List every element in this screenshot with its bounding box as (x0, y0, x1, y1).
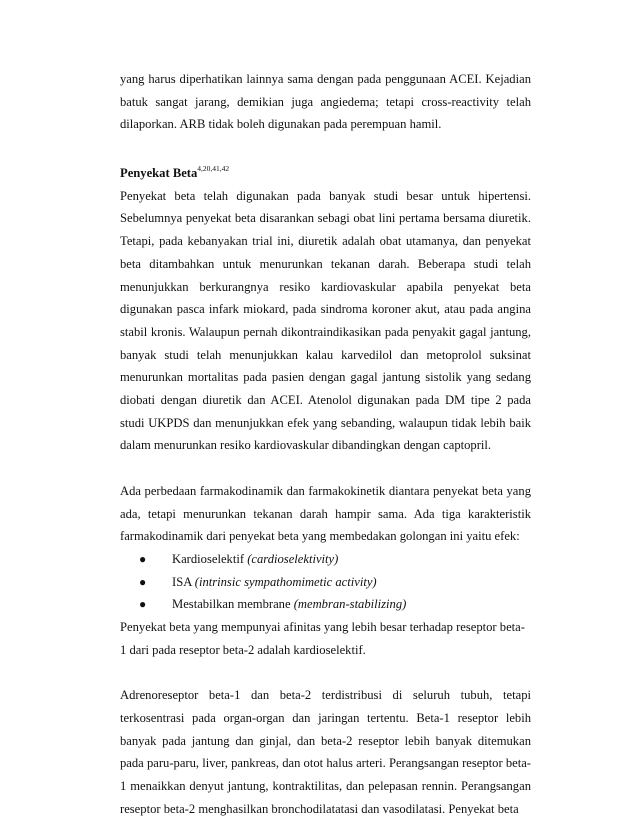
effect-gloss: (membran-stabilizing) (293, 597, 407, 612)
heading-references: 4,20,41,42 (197, 163, 230, 173)
paragraph-gap (120, 661, 531, 684)
paragraph-cardioselective: Penyekat beta yang mempunyai afinitas yang lebih besar terhadap reseptor beta-1 dari pada reseptor beta-2 adalah kardioselektif. (120, 620, 525, 657)
paragraph-gap (120, 136, 531, 159)
effect-term: ISA (172, 574, 195, 589)
effect-gloss: (cardioselektivity) (247, 551, 339, 566)
effect-term: Mestabilkan membrane (172, 597, 294, 612)
effects-list (120, 548, 531, 616)
paragraph-differences: Ada perbedaan farmakodinamik dan farmakokinetik diantara penyekat beta yang ada, tetapi menurunkan tekanan darah hampir sama. Ada tiga karakteristik farmakodinamik dari penyekat beta yang membedakan golongan ini yaitu efek: (120, 483, 531, 544)
paragraph-beta-blocker: Penyekat beta telah digunakan pada banyak studi besar untuk hipertensi. Sebelumnya penyekat beta disarankan sebagi obat lini pertama bersama diuretik. Tetapi, pada kebanyakan trial ini, diuretik adalah obat utamanya, dan penyekat beta ditambahkan untuk menurunkan tekanan darah. Beberapa studi telah menunjukkan berkurangnya resiko kardiovaskular apabila penyekat beta digunakan pasca infark miokard, pada sindroma koroner akut, atau pada angina stabil kronis. Walaupun pernah dikontraindikasikan pada penyakit gagal jantung, banyak studi telah menunjukkan kalau karvedilol dan metoprolol suksinat menurunkan mortalitas pada pasien dengan gagal jantung sistolik yang sedang diobati dengan diuretik dan ACEI. Atenolol digunakan pada DM tipe 2 pada studi UKPDS dan menunjukkan efek yang sebanding, walaupun tidak lebih baik dalam menurunkan resiko kardiovaskular dibandingkan dengan captopril. (120, 188, 531, 453)
bullet-icon: ● (139, 551, 147, 566)
bullet-icon: ● (139, 574, 147, 589)
bullet-icon: ● (139, 597, 147, 612)
list-item (120, 571, 531, 594)
list-item (120, 548, 531, 571)
document-page (120, 68, 531, 820)
effect-gloss: (intrinsic sympathomimetic activity) (194, 574, 377, 589)
list-item (120, 593, 531, 616)
section-heading (120, 159, 531, 185)
paragraph-receptors: Adrenoreseptor beta-1 dan beta-2 terdistribusi di seluruh tubuh, tetapi terkosentrasi pada organ-organ dan jaringan tertentu. Beta-1 reseptor lebih banyak pada jantung dan ginjal, dan beta-2 reseptor lebih banyak ditemukan pada paru-paru, liver, pankreas, dan otot halus arteri. Perangsangan reseptor beta-1 menaikkan denyut jantung, kontraktilitas, dan pelepasan rennin. Perangsangan reseptor beta-2 menghasilkan bronchodilatatasi dan vasodilatasi. Penyekat beta (120, 688, 531, 816)
paragraph-gap (120, 457, 531, 480)
effect-term: Kardioselektif (172, 551, 248, 566)
paragraph-acei: yang harus diperhatikan lainnya sama dengan pada penggunaan ACEI. Kejadian batuk sangat jarang, demikian juga angiedema; tetapi cross-reactivity telah dilaporkan. ARB tidak boleh digunakan pada perempuan hamil. (120, 72, 531, 132)
heading-title: Penyekat Beta (120, 165, 198, 180)
